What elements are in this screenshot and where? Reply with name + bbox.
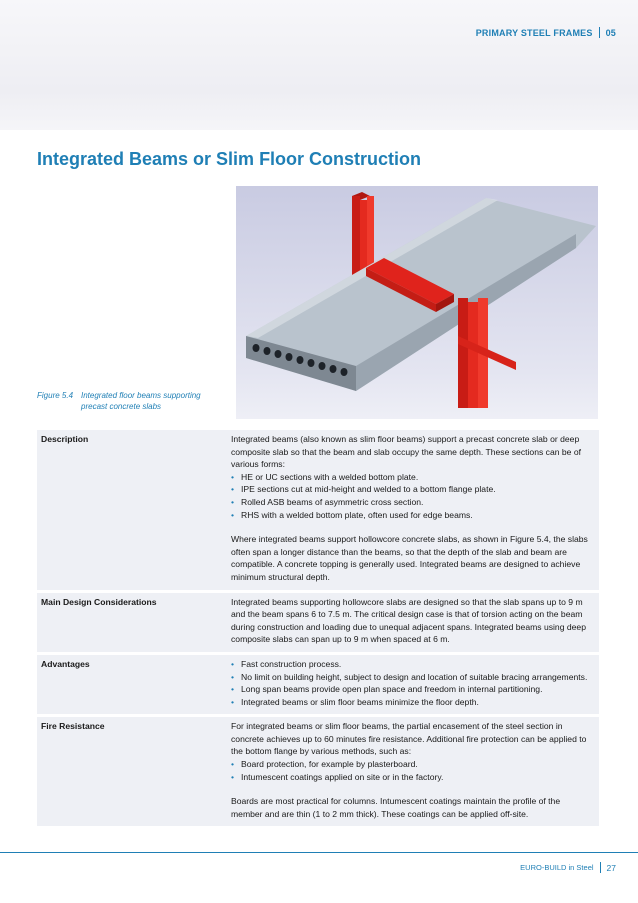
list-item: • Integrated beams or slim floor beams minimize the floor depth.: [231, 696, 593, 709]
list-item: • HE or UC sections with a welded bottom plate.: [231, 471, 593, 484]
row-content: [231, 717, 599, 826]
paragraph: Integrated beams (also known as slim floor beams) support a precast concrete slab or deep composite slab so that the beam and slab occupy the same depth. These sections can be of various forms:: [231, 434, 582, 470]
paragraph: Integrated beams supporting hollowcore slabs are designed so that the slab spans up to 9 m and the beam spans 6 to 7.5 m. The critical design case is that of torsion acting on the beam during construction and loading due to unequal adjacent spans. Integrated beams using deep composite slabs can span up to 9 m when spaced at 6 m.: [231, 596, 586, 645]
paragraph: For integrated beams or slim floor beams, the partial encasement of the steel section in concrete achieves up to 60 minutes fire resistance. Additional fire protection can be applied to the bottom flange by various methods, such as:: [231, 721, 587, 757]
row-label: Advantages: [41, 658, 90, 669]
table-row: [37, 655, 599, 717]
figure-number: Figure 5.4: [37, 391, 74, 400]
footer-rule: [0, 852, 638, 853]
figure-caption-text: Integrated floor beams supporting precast concrete slabs: [81, 391, 201, 411]
paragraph: Where integrated beams support hollowcore concrete slabs, as shown in Figure 5.4, the slabs often span a longer distance than the beams, so that the depth of the slab and beam are compatible. A concrete topping is generally used. Integrated beams are designed to achieve minimum structural depth.: [231, 534, 588, 582]
publication-name: EURO-BUILD in Steel: [520, 863, 594, 872]
header-divider: [599, 27, 600, 38]
page-footer: [520, 862, 616, 873]
list-item: • Fast construction process.: [231, 658, 593, 671]
row-label: Description: [41, 434, 89, 444]
column-lower-web: [468, 302, 478, 408]
list-item: • No limit on building height, subject to design and location of suitable bracing arrangements.: [231, 671, 593, 684]
paragraph: Boards are most practical for columns. Intumescent coatings maintain the profile of the member and are thin (1 to 2 mm thick). These coatings can be applied off-site.: [231, 796, 561, 819]
table-row: [37, 430, 599, 593]
table-row: [37, 593, 599, 655]
header-band: [0, 0, 638, 130]
list-item: • Long span beams provide open plan space and freedom in internal partitioning.: [231, 683, 593, 696]
section-title: PRIMARY STEEL FRAMES: [475, 27, 593, 38]
footer-divider: [600, 862, 601, 873]
running-header: [476, 27, 616, 38]
bullet-list: [231, 758, 593, 783]
list-item: • Intumescent coatings applied on site or in the factory.: [231, 771, 593, 784]
info-table: [37, 430, 599, 829]
list-item: • Rolled ASB beams of asymmetric cross section.: [231, 496, 593, 509]
row-label: Main Design Considerations: [41, 596, 157, 607]
table-row: [37, 717, 599, 829]
bullet-list: [231, 658, 593, 708]
figure-image: [236, 186, 598, 419]
column-lower-flange-left: [458, 298, 468, 408]
row-content: [231, 430, 599, 590]
row-content: [231, 593, 599, 652]
chapter-number: 05: [605, 27, 616, 38]
list-item: • IPE sections cut at mid-height and welded to a bottom flange plate.: [231, 483, 593, 496]
row-content: [231, 655, 599, 714]
list-item: • RHS with a welded bottom plate, often used for edge beams.: [231, 509, 593, 522]
row-label: Fire Resistance: [41, 721, 105, 732]
page-number: 27: [606, 862, 616, 873]
page-title: Integrated Beams or Slim Floor Construction: [37, 149, 422, 169]
figure-caption: [37, 390, 217, 412]
list-item: • Board protection, for example by plasterboard.: [231, 758, 593, 771]
integrated-beam-illustration: [236, 186, 598, 419]
bullet-list: [231, 471, 593, 521]
